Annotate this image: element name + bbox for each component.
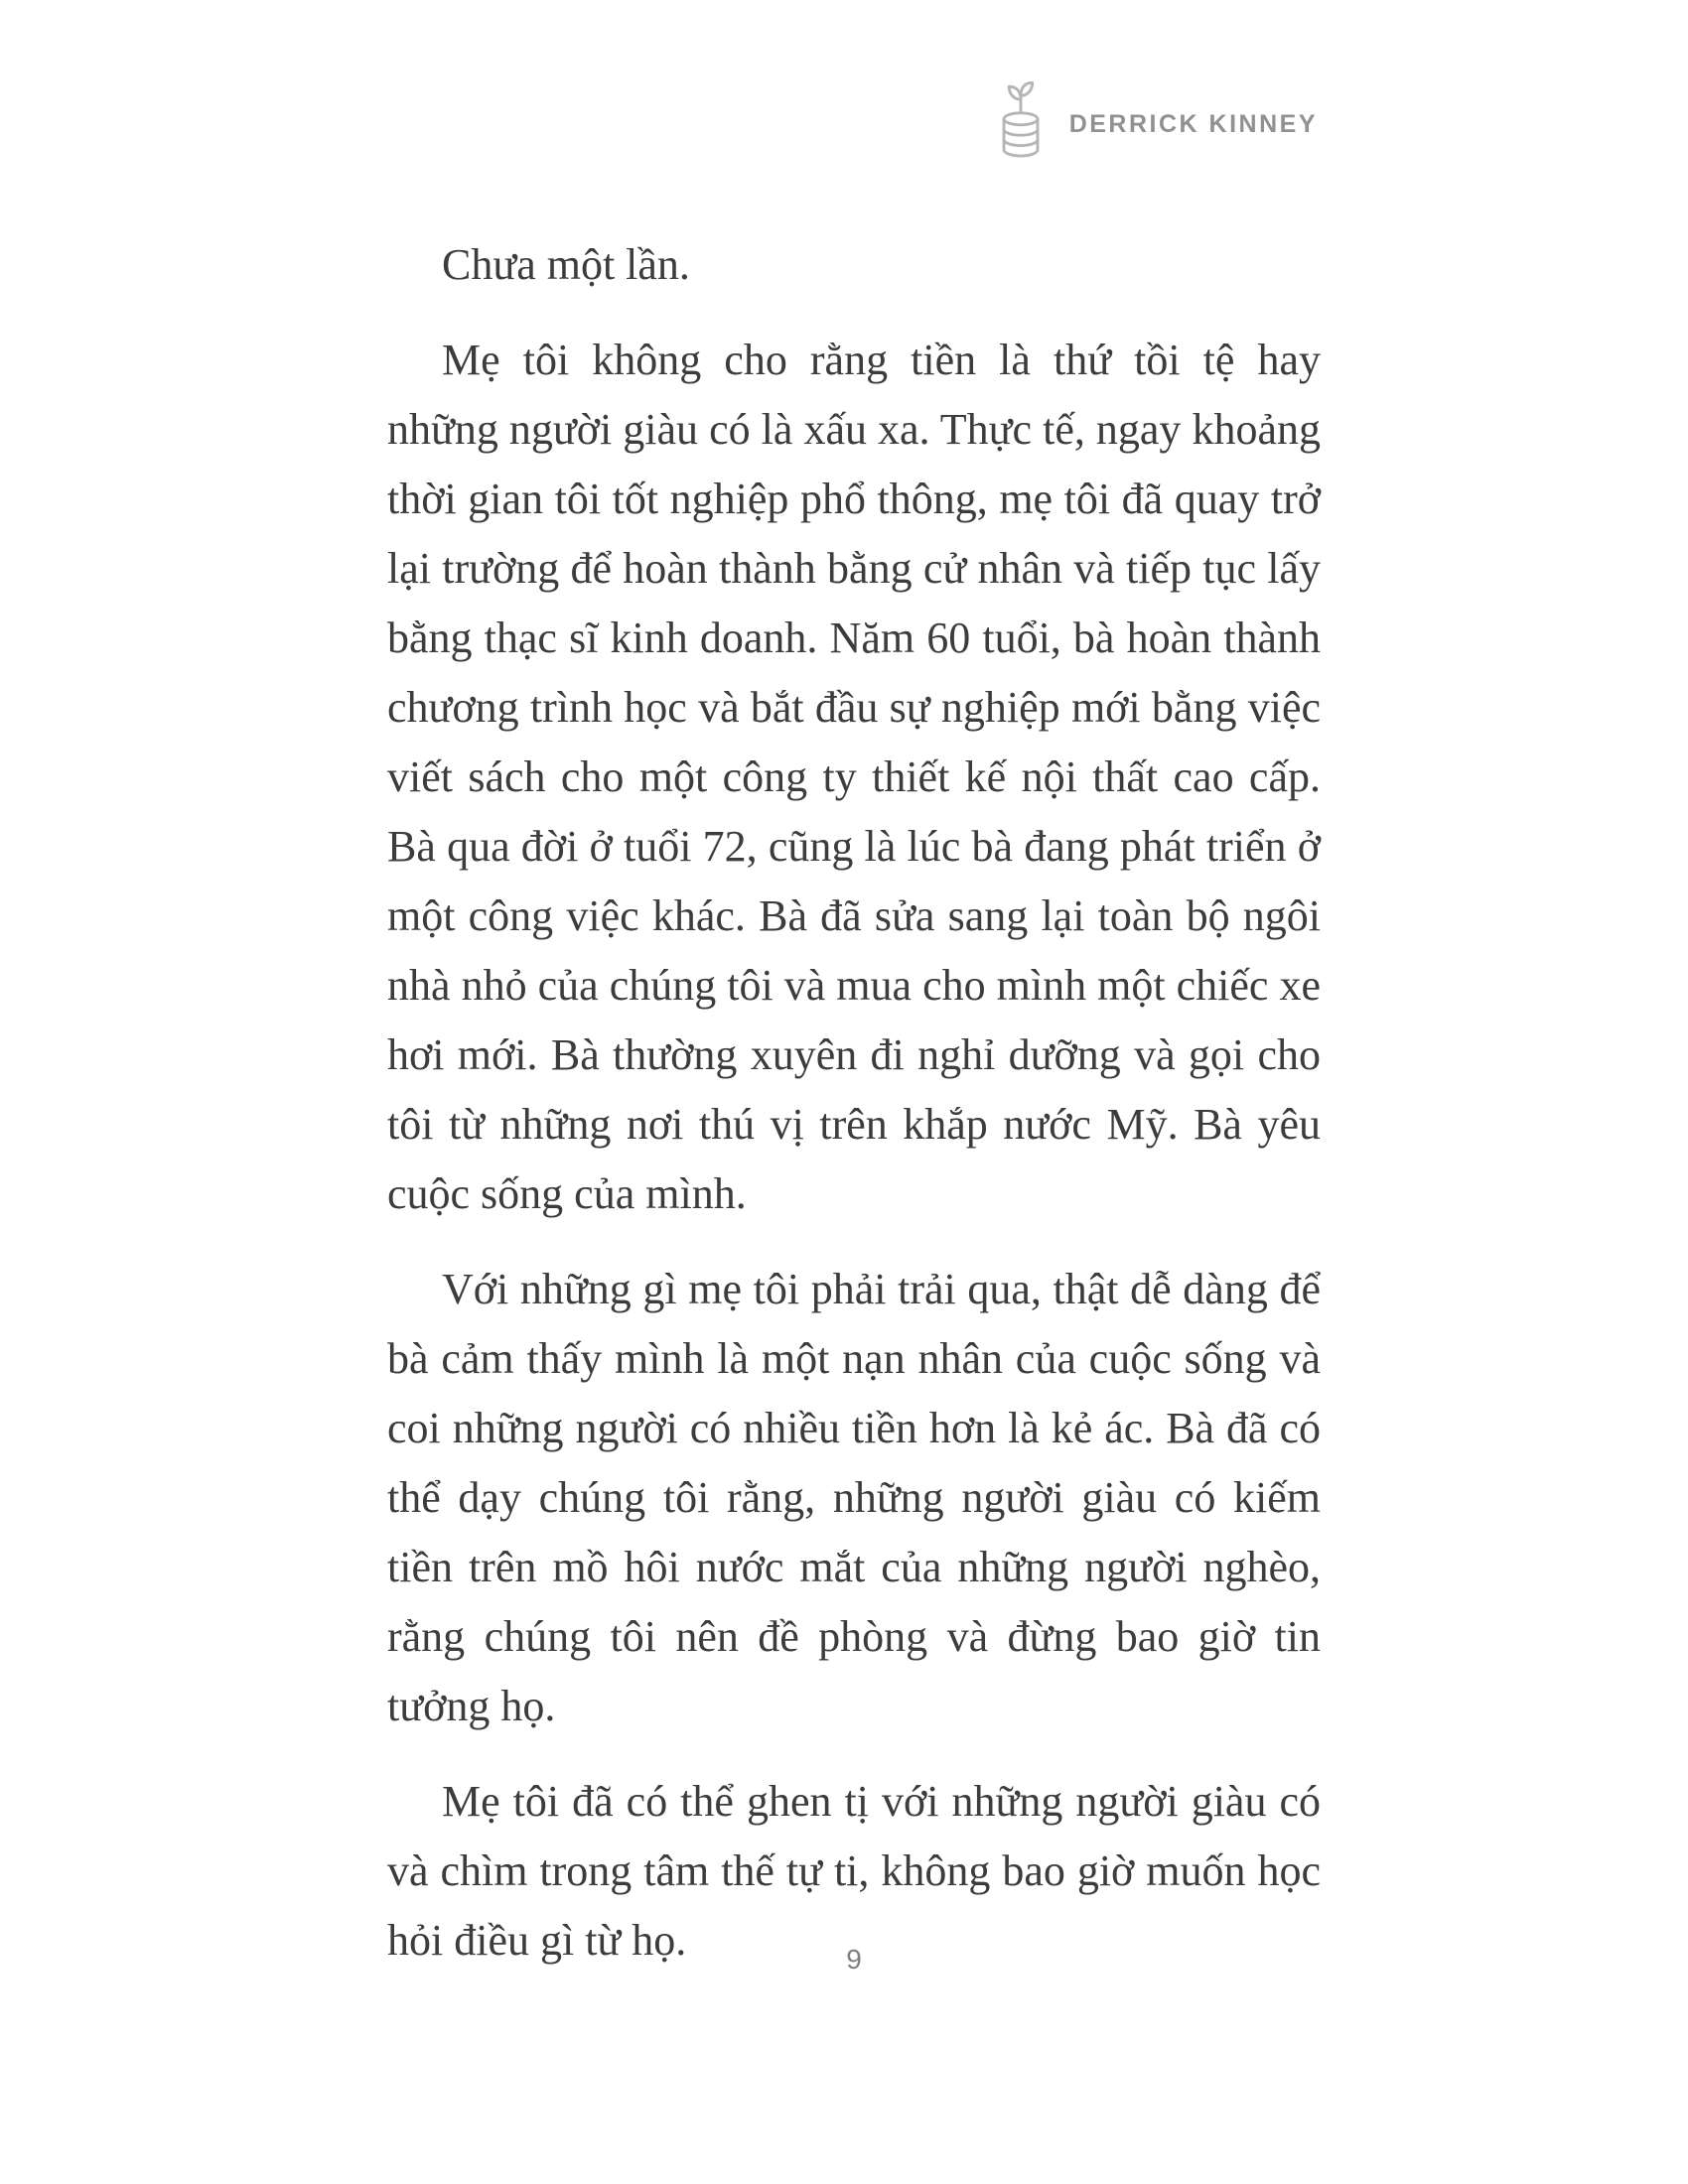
coin-stack-sprout-icon bbox=[992, 81, 1050, 167]
body-text bbox=[387, 230, 1321, 2001]
page-number: 9 bbox=[846, 1944, 862, 1975]
paragraph: Mẹ tôi đã có thể ghen tị với những người giàu có và chìm trong tâm thế tự ti, không bao giờ muốn học hỏi điều gì từ họ. bbox=[387, 1777, 1321, 1965]
paragraph: Mẹ tôi không cho rằng tiền là thứ tồi tệ hay những người giàu có là xấu xa. Thực tế, ngay khoảng thời gian tôi tốt nghiệp phổ thông, mẹ tôi đã quay trở lại trường để hoàn thành bằng cử nhân và tiếp tục lấy bằng thạc sĩ kinh doanh. Năm 60 tuổi, bà hoàn thành chương trình học và bắt đầu sự nghiệp mới bằng việc viết sách cho một công ty thiết kế nội thất cao cấp. Bà qua đời ở tuổi 72, cũng là lúc bà đang phát triển ở một công việc khác. Bà đã sửa sang lại toàn bộ ngôi nhà nhỏ của chúng tôi và mua cho mình một chiếc xe hơi mới. Bà thường xuyên đi nghỉ dưỡng và gọi cho tôi từ những nơi thú vị trên khắp nước Mỹ. Bà yêu cuộc sống của mình. bbox=[387, 336, 1321, 1218]
author-name: DERRICK KINNEY bbox=[1068, 109, 1318, 138]
paragraph: Với những gì mẹ tôi phải trải qua, thật dễ dàng để bà cảm thấy mình là một nạn nhân của cuộc sống và coi những người có nhiều tiền hơn là kẻ ác. Bà đã có thể dạy chúng tôi rằng, những người giàu có kiếm tiền trên mồ hôi nước mắt của những người nghèo, rằng chúng tôi nên đề phòng và đừng bao giờ tin tưởng họ. bbox=[387, 1265, 1321, 1730]
paragraph: Chưa một lần. bbox=[442, 240, 690, 289]
page-header bbox=[992, 81, 1318, 167]
